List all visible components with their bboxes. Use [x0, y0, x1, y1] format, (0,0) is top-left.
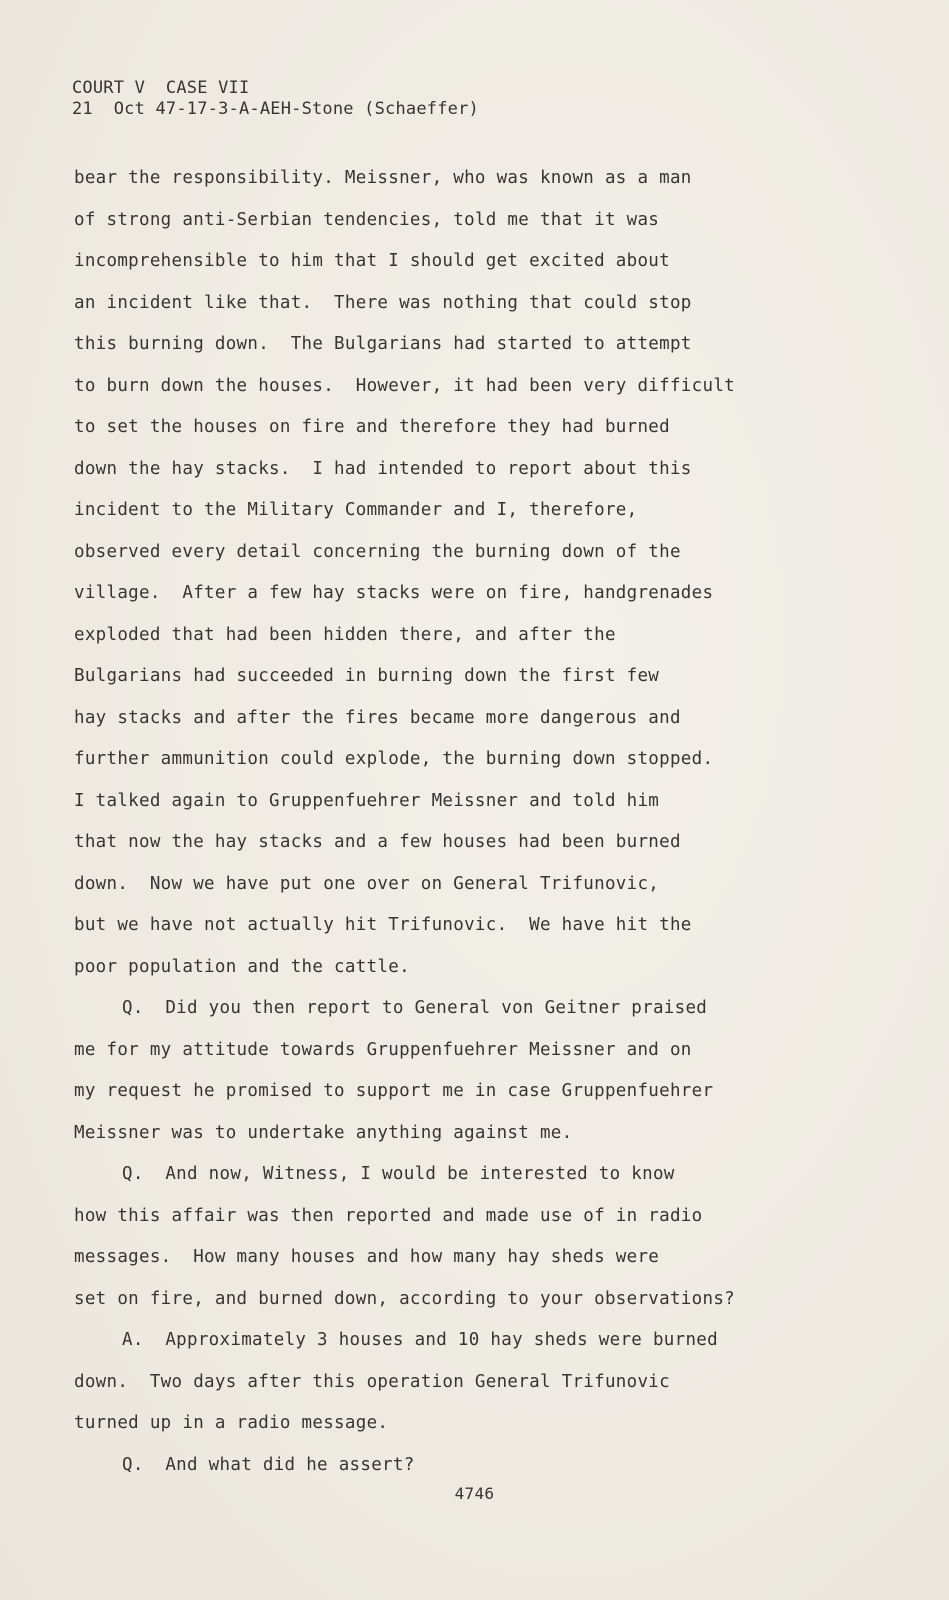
- question-line: Q. And what did he assert?: [122, 1454, 415, 1475]
- text-line: me for my attitude towards Gruppenfuehrer Meissner and on: [74, 1039, 692, 1060]
- text-line: bear the responsibility. Meissner, who was known as a man: [74, 168, 692, 188]
- answer-line: A. Approximately 3 houses and 10 hay sheds were burned: [122, 1330, 718, 1350]
- text-line: turned up in a radio message.: [74, 1413, 389, 1433]
- text-line: village. After a few hay stacks were on fire, handgrenades: [74, 583, 714, 603]
- text-line: down. Two days after this operation General Trifunovic: [74, 1371, 670, 1392]
- text-line: further ammunition could explode, the burning down stopped.: [74, 749, 714, 769]
- text-line: but we have not actually hit Trifunovic. We have hit the: [74, 915, 692, 935]
- question-line: Q. And now, Witness, I would be interested to know: [122, 1164, 675, 1184]
- text-line: an incident like that. There was nothing that could stop: [74, 292, 692, 313]
- transcript-body: [74, 158, 934, 1486]
- text-line: observed every detail concerning the burning down of the: [74, 541, 681, 562]
- text-line: down. Now we have put one over on General Trifunovic,: [74, 873, 660, 894]
- text-line: Meissner was to undertake anything against me.: [74, 1122, 573, 1143]
- text-line: this burning down. The Bulgarians had started to attempt: [74, 334, 692, 354]
- text-line: my request he promised to support me in case Gruppenfuehrer: [74, 1081, 714, 1101]
- text-line: to set the houses on fire and therefore they had burned: [74, 417, 670, 437]
- text-line: how this affair was then reported and made use of in radio: [74, 1205, 703, 1226]
- text-line: poor population and the cattle.: [74, 956, 410, 977]
- text-line: incomprehensible to him that I should get excited about: [74, 251, 670, 271]
- text-line: I talked again to Gruppenfuehrer Meissner and told him: [74, 790, 660, 811]
- question-line: Q. Did you then report to General von Geitner praised: [122, 998, 708, 1018]
- header-court-case: COURT V CASE VII: [72, 78, 250, 98]
- text-line: Bulgarians had succeeded in burning down the first few: [74, 666, 660, 686]
- text-line: messages. How many houses and how many hay sheds were: [74, 1247, 660, 1267]
- text-line: to burn down the houses. However, it had been very difficult: [74, 375, 735, 396]
- text-line: hay stacks and after the fires became more dangerous and: [74, 707, 681, 728]
- document-header: [72, 78, 479, 120]
- text-line: incident to the Military Commander and I, therefore,: [74, 500, 638, 520]
- text-line: that now the hay stacks and a few houses had been burned: [74, 832, 681, 852]
- text-line: exploded that had been hidden there, and after the: [74, 624, 616, 645]
- page-number: 4746: [454, 1484, 495, 1503]
- text-line: set on fire, and burned down, according to your observations?: [74, 1288, 735, 1309]
- text-line: of strong anti-Serbian tendencies, told me that it was: [74, 209, 660, 230]
- header-session-reference: 21 Oct 47-17-3-A-AEH-Stone (Schaeffer): [72, 99, 479, 119]
- text-line: down the hay stacks. I had intended to report about this: [74, 458, 692, 479]
